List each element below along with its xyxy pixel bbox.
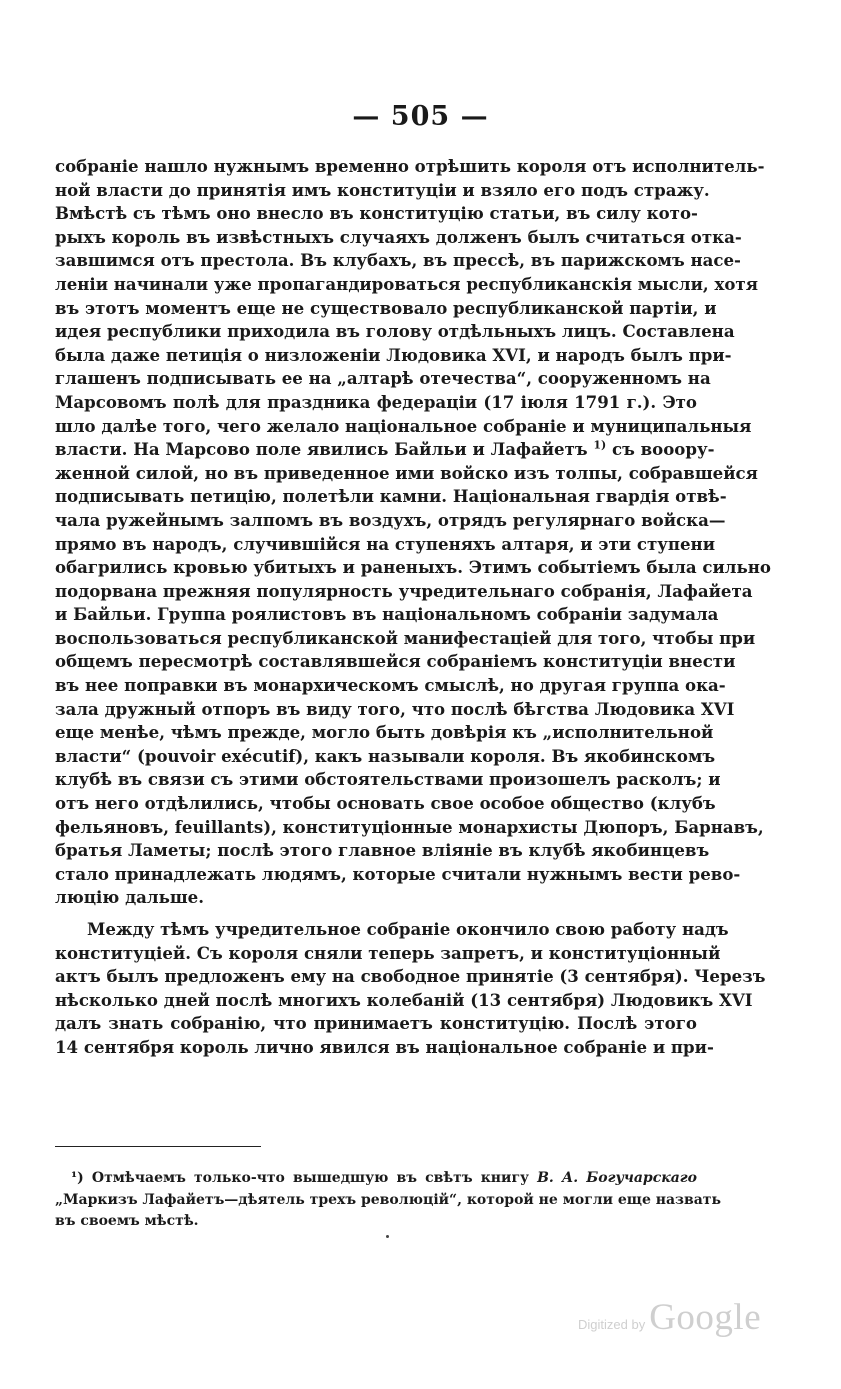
text-line: люцію дальше. <box>55 887 205 908</box>
watermark-prefix: Digitized by <box>578 1317 646 1332</box>
line-text: съ вооору- <box>612 439 715 460</box>
text-line: стало принадлежать людямъ, которые считали нужнымъ вести рево- <box>55 863 741 884</box>
main-text <box>55 155 771 1060</box>
footnote-text: Отмѣчаемъ только-что вышедшую въ свѣтъ книгу <box>91 1170 529 1186</box>
footnote-line: „Маркизъ Лафайетъ—дѣятель трехъ революцій“, которой не могли еще назвать <box>55 1191 721 1208</box>
text-line: конституціей. Съ короля сняли теперь запретъ, и конституціонный <box>55 942 721 963</box>
text-line: женной силой, но въ приведенное ими войско изъ толпы, собравшейся <box>55 462 758 483</box>
digitization-watermark <box>578 1296 761 1336</box>
text-line: въ нее поправки въ монархическомъ смыслѣ, но другая группа ока- <box>55 675 726 696</box>
text-line: завшимся отъ престола. Въ клубахъ, въ прессѣ, въ парижскомъ насе- <box>55 250 741 271</box>
text-line: и Байльи. Группа роялистовъ въ національномъ собраніи задумала <box>55 604 719 625</box>
text-line: идея республики приходила въ голову отдѣльныхъ лицъ. Составлена <box>55 321 735 342</box>
footnote-reference: 1) <box>593 438 607 452</box>
text-line: власти“ (pouvoir exécutif), какъ называли короля. Въ якобинскомъ <box>55 745 716 766</box>
text-line: еще менѣе, чѣмъ прежде, могло быть довѣрія къ „исполнительной <box>55 722 714 743</box>
footnote-line <box>55 1168 697 1190</box>
text-line: далъ знать собранію, что принимаетъ конституцію. Послѣ этого <box>55 1013 697 1034</box>
text-line: въ этотъ моментъ еще не существовало республиканской партіи, и <box>55 297 717 318</box>
text-line-with-footnote <box>55 438 715 462</box>
footnote-divider <box>55 1146 261 1147</box>
line-text: власти. На Марсово поле явились Байльи и Лафайетъ <box>55 439 588 460</box>
text-line: Марсовомъ полѣ для праздника федераціи (17 іюля 1791 г.). Это <box>55 391 697 412</box>
ink-speck <box>386 1235 389 1238</box>
text-line: была даже петиція о низложеніи Людовика XVI, и народъ былъ при- <box>55 344 732 365</box>
paragraph-gap <box>55 910 697 918</box>
text-line: отъ него отдѣлились, чтобы основать свое особое общество (клубъ <box>55 793 716 814</box>
page-number: — 505 — <box>352 101 489 132</box>
text-line: глашенъ подписывать ее на „алтарѣ отечества“, сооруженномъ на <box>55 368 711 389</box>
text-line: собраніе нашло нужнымъ временно отрѣшить короля отъ исполнитель- <box>55 156 765 176</box>
text-line: чала ружейнымъ залпомъ въ воздухъ, отрядъ регулярнаго войска— <box>55 509 726 530</box>
text-line: 14 сентября король лично явился въ національное собраніе и при- <box>55 1036 714 1057</box>
text-line: прямо въ народъ, случившійся на ступеняхъ алтаря, и эти ступени <box>55 533 716 554</box>
footnote-marker: ¹) <box>71 1170 84 1186</box>
text-line: обагрились кровью убитыхъ и раненыхъ. Этимъ событіемъ была сильно <box>55 557 771 578</box>
text-line: ной власти до принятія имъ конституціи и взяло его подъ стражу. <box>55 179 710 200</box>
text-line: актъ былъ предложенъ ему на свободное принятіе (3 сентября). Черезъ <box>55 966 766 987</box>
text-line: общемъ пересмотрѣ составлявшейся собраніемъ конституціи внести <box>55 651 736 672</box>
text-line: шло далѣе того, чего желало національное собраніе и муниципальныя <box>55 415 752 436</box>
text-line: подписывать петицію, полетѣли камни. Національная гвардія отвѣ- <box>55 486 727 507</box>
text-line: клубѣ въ связи съ этими обстоятельствами произошелъ расколъ; и <box>55 769 721 790</box>
text-line: Вмѣстѣ съ тѣмъ оно внесло въ конституцію статьи, въ силу кото- <box>55 203 698 224</box>
text-line: Между тѣмъ учредительное собраніе окончило свою работу надъ <box>87 919 729 939</box>
text-line: рыхъ король въ извѣстныхъ случаяхъ долженъ былъ считаться отка- <box>55 226 742 247</box>
footnotes <box>55 1168 721 1233</box>
text-line: нѣсколько дней послѣ многихъ колебаній (13 сентября) Людовикъ XVI <box>55 989 753 1010</box>
text-line: братья Ламеты; послѣ этого главное вліяніе въ клубѣ якобинцевъ <box>55 840 710 861</box>
google-logo: Google <box>649 1297 762 1338</box>
text-line: воспользоваться республиканской манифестаціей для того, чтобы при <box>55 627 756 648</box>
footnote-author: В. А. Богучарскаго <box>537 1170 697 1186</box>
text-line: зала дружный отпоръ въ виду того, что послѣ бѣгства Людовика XVI <box>55 698 735 719</box>
footnote-line: въ своемъ мѣстѣ. <box>55 1213 199 1229</box>
text-line: фельяновъ, feuillants), конституціонные монархисты Дюпоръ, Барнавъ, <box>55 816 764 837</box>
text-line: леніи начинали уже пропагандироваться республиканскія мысли, хотя <box>55 273 758 294</box>
text-line: подорвана прежняя популярность учредительнаго собранія, Лафайета <box>55 580 753 601</box>
